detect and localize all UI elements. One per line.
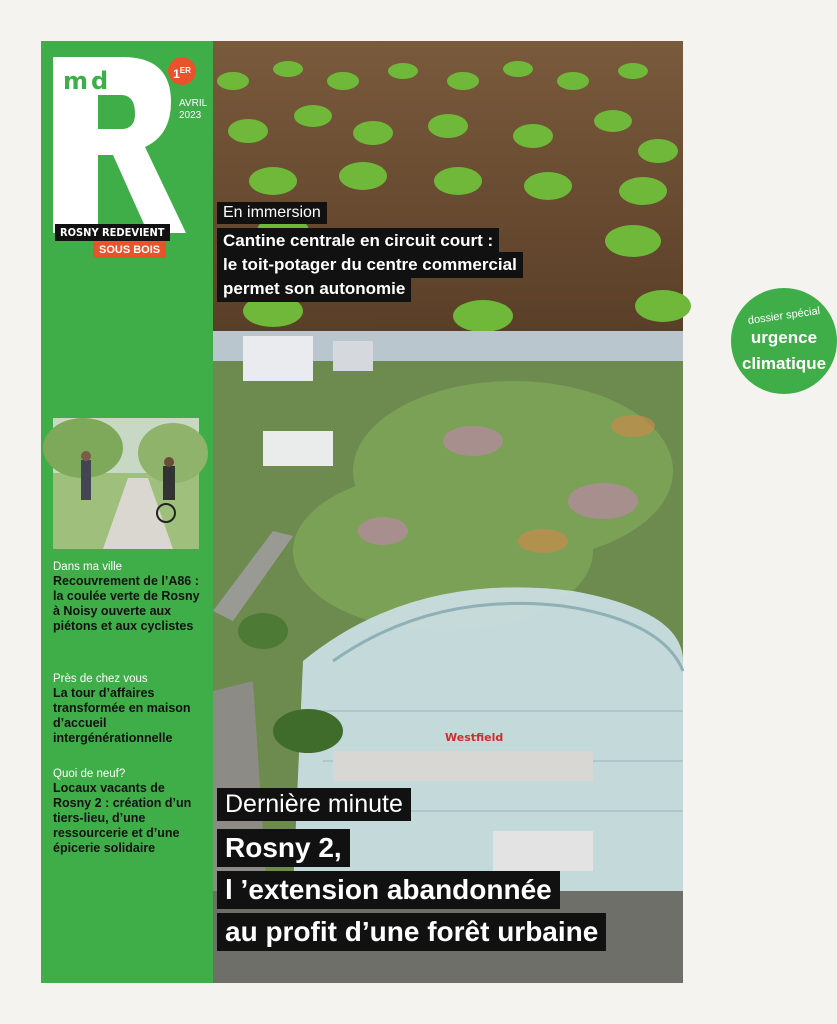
- sidebar-news-1[interactable]: [53, 560, 203, 634]
- main-story-headline-line1[interactable]: Rosny 2,: [217, 829, 350, 867]
- logo-md-text: md: [63, 67, 112, 95]
- tagline-line1: ROSNY REDEVIENT: [55, 224, 170, 241]
- sidebar-news-headline: La tour d’affaires transformée en maison d’accueil intergénérationnelle: [53, 686, 191, 745]
- top-story-headline-line1[interactable]: Cantine centrale en circuit court :: [217, 228, 499, 254]
- issue-year: 2023: [179, 110, 202, 121]
- main-story-kicker: Dernière minute: [217, 788, 411, 821]
- issue-month: AVRIL: [179, 98, 208, 109]
- issue-date: [179, 98, 207, 122]
- greenway-walkers-photo: [53, 418, 199, 549]
- sidebar-news-2[interactable]: [53, 672, 203, 746]
- special-dossier-badge[interactable]: [731, 288, 837, 394]
- main-story-headline-line2[interactable]: l ’extension abandonnée: [217, 871, 560, 909]
- sidebar-news-kicker: Dans ma ville: [53, 561, 123, 573]
- sidebar-news-kicker: Quoi de neuf?: [53, 768, 126, 780]
- masthead-logo: [53, 57, 186, 233]
- main-story-headline-line3[interactable]: au profit d’une forêt urbaine: [217, 913, 606, 951]
- sidebar-news-headline: Locaux vacants de Rosny 2 : création d’un tiers-lieu, d’une ressourcerie et d’une épicerie solidaire: [53, 781, 192, 855]
- top-story-kicker: En immersion: [217, 202, 327, 224]
- issue-number-badge: [168, 57, 196, 85]
- dossier-title-line1: urgence: [750, 328, 818, 347]
- dossier-title-line2: climatique: [741, 354, 827, 373]
- issue-suffix: ER: [179, 66, 191, 75]
- magazine-cover: [41, 41, 827, 983]
- top-story-headline-line3[interactable]: permet son autonomie: [217, 276, 411, 302]
- tagline-line2: SOUS BOIS: [93, 242, 166, 258]
- sidebar-news-kicker: Près de chez vous: [53, 673, 148, 685]
- sidebar-news-headline: Recouvrement de l’A86 : la coulée verte de Rosny à Noisy ouverte aux piétons et aux cyclistes: [53, 574, 200, 633]
- svg-text:Westfield: Westfield: [445, 731, 504, 744]
- dossier-label: dossier spécial: [747, 304, 821, 328]
- top-story-headline-line2[interactable]: le toit-potager du centre commercial: [217, 252, 523, 278]
- issue-number: 1: [173, 67, 180, 81]
- sidebar-news-3[interactable]: [53, 767, 203, 856]
